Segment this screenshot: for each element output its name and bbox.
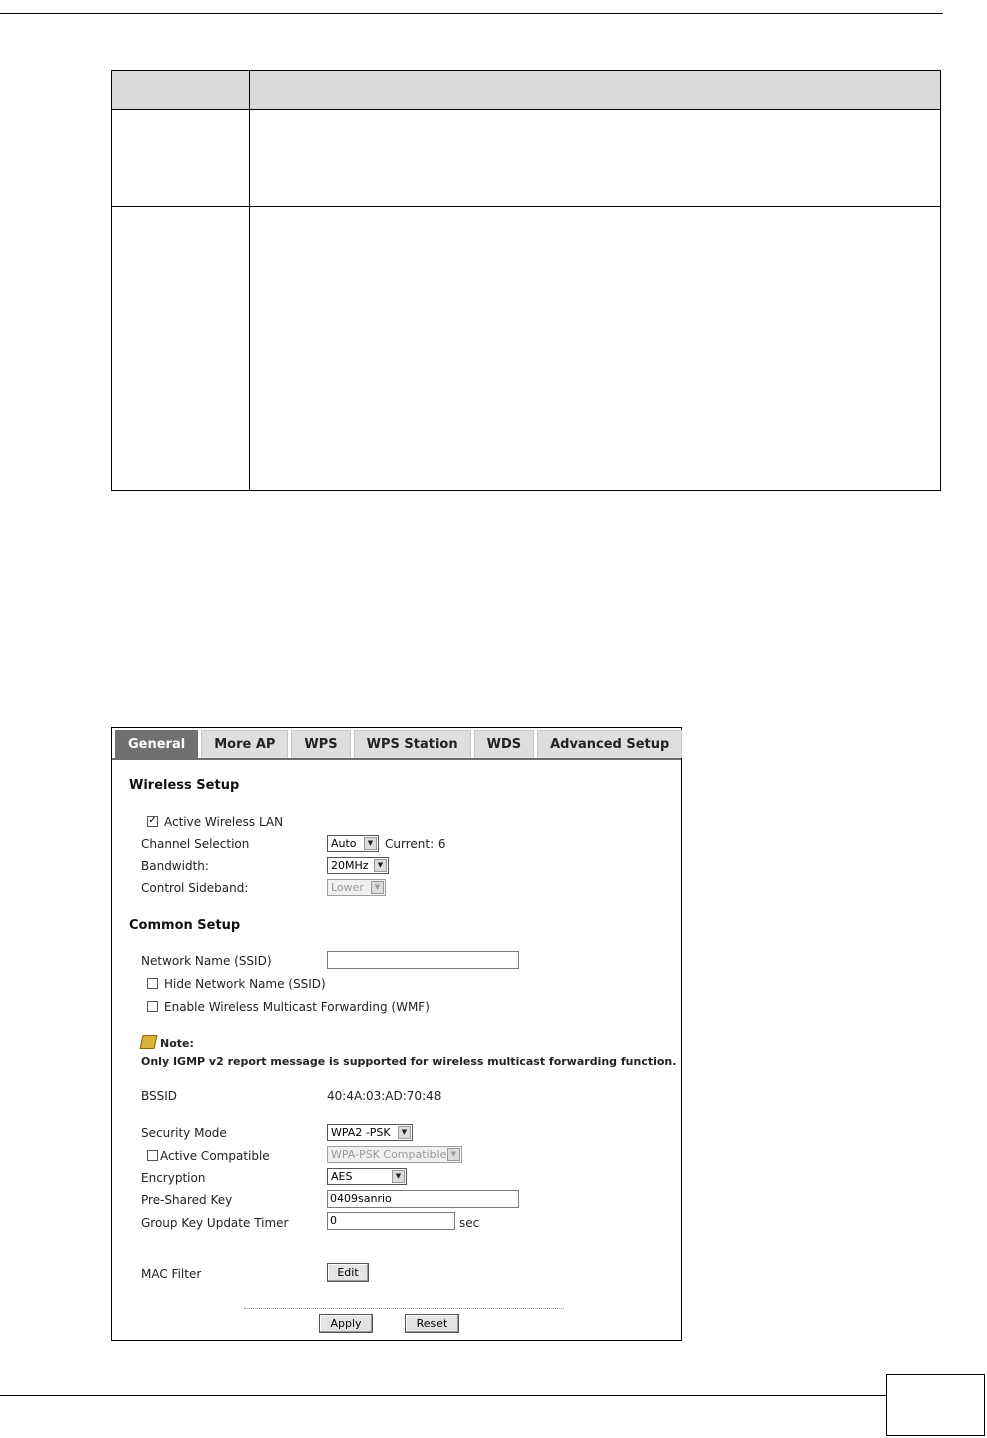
channel-current: Current: 6 [385,837,446,851]
compat-checkbox[interactable] [147,1150,158,1161]
chevron-down-icon: ▼ [364,837,377,850]
tab-wps[interactable]: WPS [291,730,350,758]
hide-ssid-label: Hide Network Name (SSID) [164,977,326,991]
wireless-general-screen [111,727,682,1341]
group-key-unit: sec [459,1216,480,1230]
footer-rule [0,1395,886,1396]
wmf-row [147,1000,430,1014]
channel-value: Auto [331,837,357,850]
table-column-divider [249,71,250,490]
security-mode-select[interactable] [327,1124,413,1141]
psk-input[interactable]: 0409sanrio [327,1190,519,1208]
reset-button[interactable]: Reset [405,1314,459,1333]
apply-button[interactable]: Apply [319,1314,373,1333]
active-wlan-row [147,815,283,829]
chevron-down-icon: ▼ [374,859,387,872]
channel-label: Channel Selection [141,837,250,851]
page-number-box [886,1374,985,1436]
active-wlan-label: Active Wireless LAN [164,815,284,829]
note-icon [140,1035,158,1049]
encryption-label: Encryption [141,1171,206,1185]
common-setup-title: Common Setup [129,918,241,933]
table-row-divider [112,206,940,207]
hide-ssid-checkbox[interactable] [147,978,158,989]
wireless-setup-title: Wireless Setup [129,778,240,793]
description-table [111,70,941,491]
mac-filter-label: MAC Filter [141,1267,202,1281]
mac-filter-edit-button[interactable]: Edit [327,1263,369,1282]
psk-label: Pre-Shared Key [141,1193,233,1207]
ssid-label: Network Name (SSID) [141,954,272,968]
tab-advanced-setup[interactable]: Advanced Setup [537,730,682,758]
divider [244,1308,564,1309]
bandwidth-select[interactable] [327,857,389,874]
sideband-select[interactable] [327,879,386,896]
chevron-down-icon: ▼ [371,881,384,894]
table-header-row [112,71,940,110]
header-rule [0,13,943,14]
bssid-value: 40:4A:03:AD:70:48 [327,1089,442,1103]
wmf-checkbox[interactable] [147,1001,158,1012]
chevron-down-icon: ▼ [392,1170,405,1183]
tab-wps-station[interactable]: WPS Station [354,730,471,758]
compat-select[interactable] [327,1146,462,1163]
bssid-label: BSSID [141,1089,178,1103]
channel-select[interactable] [327,835,379,852]
group-key-label: Group Key Update Timer [141,1216,289,1230]
security-mode-label: Security Mode [141,1126,227,1140]
bandwidth-label: Bandwidth: [141,859,209,873]
tab-general[interactable]: General [115,730,198,758]
encryption-value: AES [331,1170,353,1183]
hide-ssid-row [147,977,326,991]
security-mode-value: WPA2 -PSK [331,1126,391,1139]
sideband-label: Control Sideband: [141,881,249,895]
tab-underline [112,758,681,760]
chevron-down-icon: ▼ [447,1148,460,1161]
tab-bar [115,730,685,759]
tab-more-ap[interactable]: More AP [201,730,288,758]
note-text: Only IGMP v2 report message is supported for wireless multicast forwarding function. [141,1055,677,1068]
bandwidth-value: 20MHz [331,859,369,872]
note-heading [141,1035,194,1050]
compat-label: Active Compatible [160,1149,270,1163]
wmf-label: Enable Wireless Multicast Forwarding (WMF) [164,1000,430,1014]
active-wlan-checkbox[interactable] [147,816,158,827]
chevron-down-icon: ▼ [398,1126,411,1139]
tab-wds[interactable]: WDS [474,730,535,758]
encryption-select[interactable] [327,1168,407,1185]
note-title: Note: [160,1037,194,1050]
compat-row [147,1149,270,1163]
ssid-input[interactable] [327,951,519,969]
sideband-value: Lower [331,881,364,894]
compat-value: WPA-PSK Compatible [331,1148,447,1161]
group-key-input[interactable]: 0 [327,1212,455,1230]
